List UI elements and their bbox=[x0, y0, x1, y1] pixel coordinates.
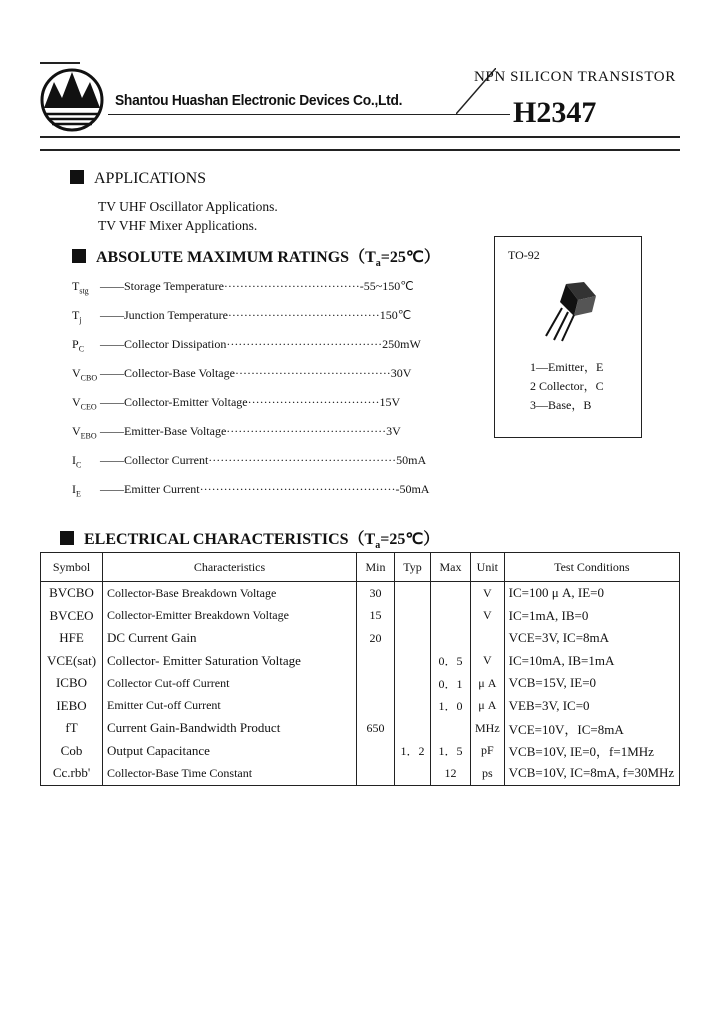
table-row bbox=[41, 695, 680, 718]
cell-characteristic: Collector-Base Breakdown Voltage bbox=[103, 582, 357, 605]
cell-conditions: IC=1mA, IB=0 bbox=[504, 605, 679, 628]
header-rule-1 bbox=[40, 136, 680, 138]
column-header: Min bbox=[357, 553, 395, 582]
application-line: TV VHF Mixer Applications. bbox=[98, 218, 258, 233]
cell-max: 12 bbox=[431, 762, 471, 785]
cell-symbol: IEBO bbox=[41, 695, 103, 718]
cell-conditions: VCB=15V, IE=0 bbox=[504, 672, 679, 695]
table-row bbox=[41, 762, 680, 785]
cell-typ: 1．2 bbox=[395, 740, 431, 763]
cell-conditions: VCE=3V, IC=8mA bbox=[504, 627, 679, 650]
part-number: H2347 bbox=[513, 96, 597, 129]
cell-typ bbox=[395, 650, 431, 673]
cell-symbol: ICBO bbox=[41, 672, 103, 695]
column-header: Max bbox=[431, 553, 471, 582]
cell-conditions: IC=10mA, IB=1mA bbox=[504, 650, 679, 673]
pin-label: 1—Emitter，E bbox=[530, 360, 604, 374]
electrical-condition-sub: a bbox=[375, 540, 381, 552]
cell-typ bbox=[395, 717, 431, 740]
package-name: TO-92 bbox=[508, 248, 540, 262]
table-row bbox=[41, 650, 680, 673]
cell-max: 0．5 bbox=[431, 650, 471, 673]
cell-conditions: VEB=3V, IC=0 bbox=[504, 695, 679, 718]
cell-min: 20 bbox=[357, 627, 395, 650]
cell-max: 0．1 bbox=[431, 672, 471, 695]
cell-max bbox=[431, 605, 471, 628]
cell-typ bbox=[395, 605, 431, 628]
cell-unit bbox=[471, 627, 505, 650]
electrical-heading-text: ELECTRICAL CHARACTERISTICS bbox=[84, 531, 349, 548]
to92-package-icon bbox=[540, 278, 600, 342]
company-underline bbox=[108, 114, 510, 115]
applications-heading-text: APPLICATIONS bbox=[94, 170, 207, 187]
cell-symbol: Cob bbox=[41, 740, 103, 763]
cell-max bbox=[431, 717, 471, 740]
rating-row: $P_C$ ——Collector Dissipation·······································250mW bbox=[72, 337, 421, 354]
cell-min bbox=[357, 695, 395, 718]
cell-characteristic: Collector- Emitter Saturation Voltage bbox=[103, 650, 357, 673]
cell-symbol: HFE bbox=[41, 627, 103, 650]
cell-characteristic: Collector-Emitter Breakdown Voltage bbox=[103, 605, 357, 628]
cell-conditions: VCB=10V, IC=8mA, f=30MHz bbox=[504, 762, 679, 785]
rating-row: $V_{EBO}$ ——Emitter-Base Voltage········································3V bbox=[72, 424, 401, 441]
cell-symbol: fT bbox=[41, 717, 103, 740]
cell-min bbox=[357, 672, 395, 695]
column-header: Test Conditions bbox=[504, 553, 679, 582]
cell-unit: pF bbox=[471, 740, 505, 763]
electrical-heading bbox=[60, 526, 439, 551]
application-line: TV UHF Oscillator Applications. bbox=[98, 199, 278, 214]
cell-min bbox=[357, 740, 395, 763]
pin-label: 3—Base，B bbox=[530, 398, 592, 412]
cell-min: 650 bbox=[357, 717, 395, 740]
absolute-max-condition-sub: a bbox=[375, 258, 381, 270]
absolute-max-heading-text: ABSOLUTE MAXIMUM RATINGS bbox=[96, 249, 350, 266]
cell-min: 30 bbox=[357, 582, 395, 605]
header-rule-2 bbox=[40, 149, 680, 151]
cell-conditions: IC=100 μ A, IE=0 bbox=[504, 582, 679, 605]
table-row bbox=[41, 582, 680, 605]
cell-min bbox=[357, 762, 395, 785]
table-header-row bbox=[41, 553, 680, 582]
cell-characteristic: Collector-Base Time Constant bbox=[103, 762, 357, 785]
electrical-condition-end: =25℃） bbox=[380, 531, 440, 548]
cell-characteristic: Current Gain-Bandwidth Product bbox=[103, 717, 357, 740]
cell-characteristic: Emitter Cut-off Current bbox=[103, 695, 357, 718]
electrical-table bbox=[40, 552, 680, 786]
cell-characteristic: Output Capacitance bbox=[103, 740, 357, 763]
absolute-max-condition-end: =25℃） bbox=[380, 249, 440, 266]
cell-unit: V bbox=[471, 582, 505, 605]
section-bullet-icon bbox=[60, 531, 74, 545]
cell-conditions: VCE=10V，IC=8mA bbox=[504, 717, 679, 740]
cell-characteristic: Collector Cut-off Current bbox=[103, 672, 357, 695]
cell-unit: MHz bbox=[471, 717, 505, 740]
section-bullet-icon bbox=[70, 170, 84, 184]
cell-max bbox=[431, 582, 471, 605]
rating-row: $I_E$ ——Emitter Current·················································-50mA bbox=[72, 482, 430, 499]
company-logo-icon bbox=[38, 64, 106, 136]
absolute-max-heading bbox=[72, 244, 440, 269]
cell-typ bbox=[395, 627, 431, 650]
rating-row: $V_{CEO}$ ——Collector-Emitter Voltage·································15V bbox=[72, 395, 401, 412]
cell-symbol: Cc.rbb' bbox=[41, 762, 103, 785]
table-row bbox=[41, 740, 680, 763]
cell-symbol: BVCEO bbox=[41, 605, 103, 628]
column-header: Typ bbox=[395, 553, 431, 582]
cell-characteristic: DC Current Gain bbox=[103, 627, 357, 650]
column-header: Unit bbox=[471, 553, 505, 582]
table-row bbox=[41, 672, 680, 695]
cell-symbol: VCE(sat) bbox=[41, 650, 103, 673]
column-header: Characteristics bbox=[103, 553, 357, 582]
cell-unit: ps bbox=[471, 762, 505, 785]
electrical-condition: （T bbox=[348, 531, 376, 548]
column-header: Symbol bbox=[41, 553, 103, 582]
table-row bbox=[41, 717, 680, 740]
rating-row: $I_C$ ——Collector Current···············································50mA bbox=[72, 453, 427, 470]
cell-max bbox=[431, 627, 471, 650]
cell-typ bbox=[395, 695, 431, 718]
company-name: Shantou Huashan Electronic Devices Co.,Ltd. bbox=[115, 92, 403, 109]
cell-symbol: BVCBO bbox=[41, 582, 103, 605]
table-row bbox=[41, 627, 680, 650]
cell-unit: μ A bbox=[471, 695, 505, 718]
cell-min bbox=[357, 650, 395, 673]
applications-heading bbox=[70, 170, 206, 188]
rating-row: $T_j$ ——Junction Temperature······································150℃ bbox=[72, 308, 412, 325]
cell-unit: μ A bbox=[471, 672, 505, 695]
cell-conditions: VCB=10V, IE=0，f=1MHz bbox=[504, 740, 679, 763]
device-type: NPN SILICON TRANSISTOR bbox=[474, 69, 676, 85]
table-row bbox=[41, 605, 680, 628]
cell-typ bbox=[395, 762, 431, 785]
cell-unit: V bbox=[471, 605, 505, 628]
section-bullet-icon bbox=[72, 249, 86, 263]
cell-max: 1．0 bbox=[431, 695, 471, 718]
cell-typ bbox=[395, 582, 431, 605]
cell-typ bbox=[395, 672, 431, 695]
rating-row: $T_{stg}$ ——Storage Temperature··································-55~150℃ bbox=[72, 279, 414, 296]
cell-unit: V bbox=[471, 650, 505, 673]
cell-min: 15 bbox=[357, 605, 395, 628]
pin-label: 2 Collector，C bbox=[530, 379, 604, 393]
absolute-max-condition: （T bbox=[349, 249, 376, 266]
rating-row: $V_{CBO}$ ——Collector-Base Voltage·······································30V bbox=[72, 366, 412, 383]
cell-max: 1．5 bbox=[431, 740, 471, 763]
